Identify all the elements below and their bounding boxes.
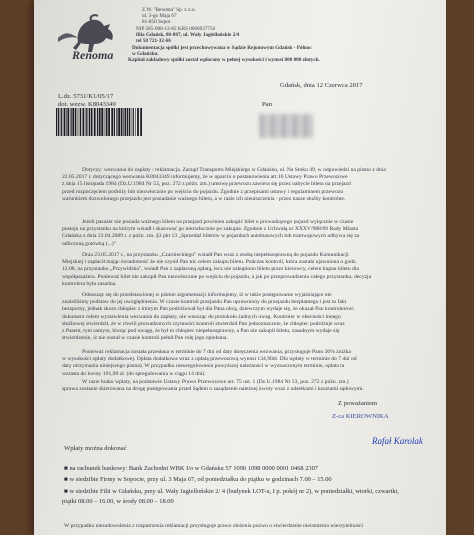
paragraph-line: Jeżeli pasażer nie posiada ważnego biletu na przejazd powinien zakupić bilet u prowadzącego pojazd wyłącznie w czasie: [82, 219, 354, 225]
barcode-bar: [61, 108, 62, 136]
barcode-bar: [123, 108, 124, 136]
company-header-line: tel 58 721-32-66: [136, 38, 171, 44]
barcode-bar: [64, 108, 66, 136]
payment-option: piątki 08.00 – 16.00, w środy 08.00 – 18.00: [62, 498, 174, 505]
barcode-bar: [66, 108, 67, 136]
barcode-bar: [135, 108, 136, 136]
barcode-bar: [129, 108, 130, 136]
paragraph-line: 22.05.2017 r. dotyczącego wezwania K8043349 informujemy, że w oparciu o postanowienia art.16 Ustawy Prawo Przewozowe: [62, 174, 348, 181]
paragraph-line: bezsporny, jednak skoro chłopiec z którym Pan podróżował był dla Pana obcą, dziewczym wydaje się, że okazał Pan kontrolerowi: [62, 306, 354, 313]
barcode-bar: [71, 108, 72, 136]
barcode-bar: [67, 108, 69, 136]
barcode-bar: [60, 108, 61, 136]
company-header-line: Kapitał zakładowy spółki został wpłacony w pełnej wysokości i wynosi 800 000 złotych.: [128, 57, 320, 63]
payment-option: ■ w siedzibie Filii w Gdańsku, przy ul. Wały Jagiellońskie 2/ 4 (budynek LOT-u, I p. pokój nr 2), w poniedziałki, wtorki, czwartki,: [64, 488, 399, 495]
company-header-line: filia Gdańsk, 80-887, ul. Wały Jagiellońskie 2/4: [136, 32, 240, 38]
barcode-bar: [86, 108, 87, 136]
barcode-bar: [137, 108, 139, 136]
barcode-bar: [114, 108, 115, 136]
payments-title: Wpłaty można dokonać: [64, 445, 127, 452]
redacted-address: [260, 114, 314, 138]
barcode-bar: [58, 108, 59, 136]
paragraph-line: wzrasta do kwoty 191,90 zł. (do spregulowania w ciągu 14 dni).: [62, 370, 206, 377]
paragraph-line: kontrolera była zasadna.: [62, 280, 117, 287]
paragraph-line: przed rozpoczęciem podróży lub niezwłocznie po wejściu do pojazdu. Zgodnie z przepisami ustawy i regulaminem przewozu: [62, 188, 344, 195]
barcode-icon: [56, 108, 142, 136]
signature-greeting: Z poważaniem: [338, 400, 377, 407]
barcode-bar: [108, 108, 110, 136]
barcode-bar: [99, 108, 101, 136]
company-logo-word: Renoma: [72, 48, 114, 62]
company-header-line: NIP 585-000-12-82 KRS 0000037756: [136, 26, 216, 32]
paragraph-line: postoju na przystanku na którym wsiadł i skasować go niezwłocznie po zakupie. Zgodnie z Uchwałą nr XXXV/988/09 Rady Miasta: [62, 226, 358, 233]
company-header-line: w Gdańsku.: [132, 51, 159, 57]
barcode-bar: [94, 108, 96, 136]
barcode-bar: [125, 108, 127, 136]
payment-option: ■ na rachunek bankowy: Bank Zachodni WBK I/o w Gdańsku 57 1090 1098 0000 0001 0468 2307: [64, 465, 319, 472]
barcode-bar: [116, 108, 117, 136]
barcode-bar: [88, 108, 89, 136]
company-header-line: ul. 3-go Maja 67: [142, 13, 177, 19]
recipient-label: Pan: [262, 101, 272, 108]
barcode-bar: [104, 108, 105, 136]
paragraph-line: współpasażera. Ponieważ bilet nie zakupił Pan niezwłocznie po wejściu do pojazdu, a jak po przeprowadzeniu całego przystanku, decyzja: [62, 273, 372, 280]
barcode-bar: [80, 108, 81, 136]
barcode-bar: [97, 108, 98, 136]
paragraph-line: 12.08, na przystanku „Przywidzka", wsiadł Pan z zapłaconą opłatą, lecz nie zakupiono biletu przez kierowcy, celem kupna biletu dla: [62, 266, 359, 273]
paragraph-line: Miejskiej i zapłacił mając świadomość że nie czynił Pan nic celem zakupu biletu. Podczas kontroli, która została ujawniona o godz.: [62, 259, 357, 266]
company-header-line: Dokumentacja spółki jest przechowywana w Sądzie Rejonowym Gdańsk - Północ: [132, 45, 312, 51]
barcode-bar: [91, 108, 93, 136]
paragraph-line: sprawa zostanie skierowana na drogę postępowania przed Sądem o zasądzenie należnej kwoty wraz z odsetkami i kosztami sądowymi.: [62, 386, 364, 393]
place-date: Gdańsk, dnia 12 Czerwca 2017: [280, 82, 363, 89]
barcode-bar: [77, 108, 78, 136]
barcode-bar: [118, 108, 120, 136]
paragraph-line: Odnosząc się do przedstawionej w piśmie argumentacji informujemy, iż w takie postępowanie wyjaśniające nie: [82, 292, 332, 298]
company-header-line: 81-850 Sopot: [142, 19, 171, 25]
paragraph-line: Dnia 23.05.2017 r., na przystanku „Czarnieckiego" wsiadł Pan wraz z osobą niepełnosprawną do pojazdu Komunikacji: [82, 252, 349, 258]
paragraph-line: znaleźliśmy podstaw do jej uwzględnienia. W czasie kontroli przejazdu Pan uprawniony do przejazdu bezpłatnego i jest to fakt: [62, 299, 347, 306]
barcode-bar: [83, 108, 85, 136]
barcode-bar: [72, 108, 74, 136]
wezw-reference: dot. wezw. K8043349: [58, 101, 116, 108]
paragraph-line: stwierdzenie, iż nie został w czasie kontroli pełnił Pan rolę jego opiekuna.: [62, 335, 228, 342]
barcode-bar: [56, 108, 57, 136]
barcode-bar: [140, 108, 142, 136]
signature-stamp: Z-ca KIEROWNIKA: [332, 413, 389, 420]
paragraph-line: z Pasem, tym samym, biorąc pod uwagę, że był to chłopiec niepełnosprawny, a Pan nie zakupił biletu, zasadnym wydaje się: [62, 328, 340, 334]
barcode-bar: [127, 108, 128, 136]
payment-option: ■ w siedzibie Firmy w Sopocie, przy ul. 3 Maja 67, od poniedziałku do piątku w godzinach 7.00 – 15.00: [64, 476, 332, 483]
paragraph-line: daty otrzymania niniejszego pisma). W przypadku nieuregulowania powyższej należności w wyznaczonym terminie, opłata ta: [62, 363, 345, 370]
paragraph-line: W razie braku wpłaty, na podstawie Ustawy Prawo Przewozowe art. 75 ust. 1 (Dz.U.1984 Nr 53, poz. 272 z późn. zm.): [82, 379, 349, 385]
paragraph-line: z dnia 15 listopada 1984 (Dz.U.1984 Nr 53, poz. 272 z późn. zm.) umowę przewozu zawiera się przez nabycie biletu na przejazd: [62, 181, 351, 188]
signature-name: Rafał Karolak: [372, 436, 423, 446]
barcode-bar: [121, 108, 123, 136]
barcode-bar: [111, 108, 113, 136]
paragraph-line: Ponieważ reklamacja została przesłana w terminie do 7 dni od daty doręczenia wezwania, przysługuje Panu 30% zniżka: [82, 349, 351, 355]
barcode-bar: [89, 108, 90, 136]
barcode-bar: [106, 108, 108, 136]
paragraph-line: Dotyczy: wezwania do zapłaty / reklamacja. Zarząd Transportu Miejskiego w Gdańsku, ul. Na Stoku 49, w odpowiedzi na pismo z dnia: [82, 167, 386, 173]
paragraph-line: Gdańska z dnia 23.04.2009 r. z późn. zm. §3 pkt 13 „Sprzedaż biletów w pojazdach autobusowych lub tramwajowych odbywa się za: [62, 233, 360, 240]
ldz-reference: L.dz. 5731/K1/05/17: [58, 93, 114, 100]
paragraph-line: służbowej stwierdził, że w chwili prowadzonych czynności kontroli stwierdził Pan jednoznacznie, że chłopiec podróżuje wraz: [62, 320, 345, 327]
paragraph-line: warunkiem dozwolonego przejazdu jest posiadanie ważnego biletu, a w razie ich nieuiszczenia - przez nasze służby kontrolne.: [62, 195, 346, 202]
paragraph-line: dokument celem wystawienia wezwania do zapłaty, nie wnosząc do protokołu żadnych uwag. Kontroler w obecności innego: [62, 313, 341, 320]
barcode-bar: [131, 108, 132, 136]
paragraph-line: w wysokości opłaty dodatkowej. Opłata dodatkowa wraz z opłatą przewozową wynosi 134,90zł. Dla wpłaty w terminie do 7 dni od: [62, 356, 357, 363]
barcode-bar: [101, 108, 103, 136]
footer-note: W przypadku niezadowolenia z rozpatrzenia reklamacji przysługuje prawo złożenia pozwu o stwierdzenie nieistnienia wierzytelności: [64, 523, 363, 529]
barcode-bar: [79, 108, 80, 136]
barcode-bar: [133, 108, 134, 136]
barcode-bar: [75, 108, 76, 136]
company-header-line: Z.W. "Renoma" Sp. z o.o.: [142, 7, 196, 13]
paragraph-line: odliczoną gotówką (...)": [62, 240, 117, 247]
